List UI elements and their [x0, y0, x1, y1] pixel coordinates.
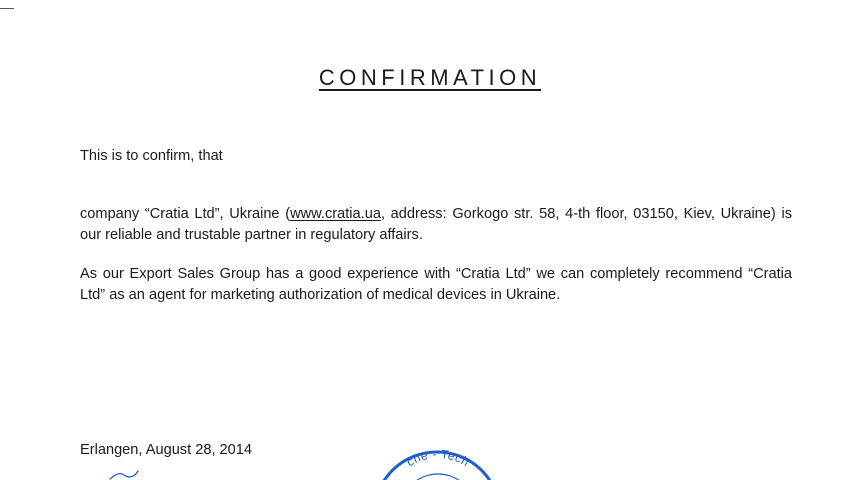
signature-stroke: [110, 471, 138, 479]
company-website-link[interactable]: www.cratia.ua: [290, 206, 381, 222]
company-paragraph-start: company “Cratia Ltd”, Ukraine (: [80, 206, 291, 222]
stamp-text: che - Tech: [403, 446, 472, 470]
document-title: [0, 64, 860, 92]
place-and-date: Erlangen, August 28, 2014: [80, 442, 253, 458]
company-paragraph-end: , address: Gorkogo str. 58, 4-th floor, 03150, Kiev, Ukraine) is our reliable and trustable partner in regulatory affairs.: [80, 206, 792, 243]
stamp-inner-ring: [400, 474, 476, 480]
company-paragraph: [80, 204, 792, 246]
recommendation-paragraph: As our Export Sales Group has a good experience with “Cratia Ltd” we can completely recommend “Cratia Ltd” as an agent for marketing authorization of medical devices in Ukraine.: [80, 266, 792, 303]
page-edge-mark: [0, 8, 14, 9]
intro-paragraph: This is to confirm, that: [80, 148, 223, 164]
document-title-text: CONFIRMATION: [318, 65, 542, 90]
signature-mark: [108, 466, 148, 480]
company-stamp: [360, 446, 510, 480]
